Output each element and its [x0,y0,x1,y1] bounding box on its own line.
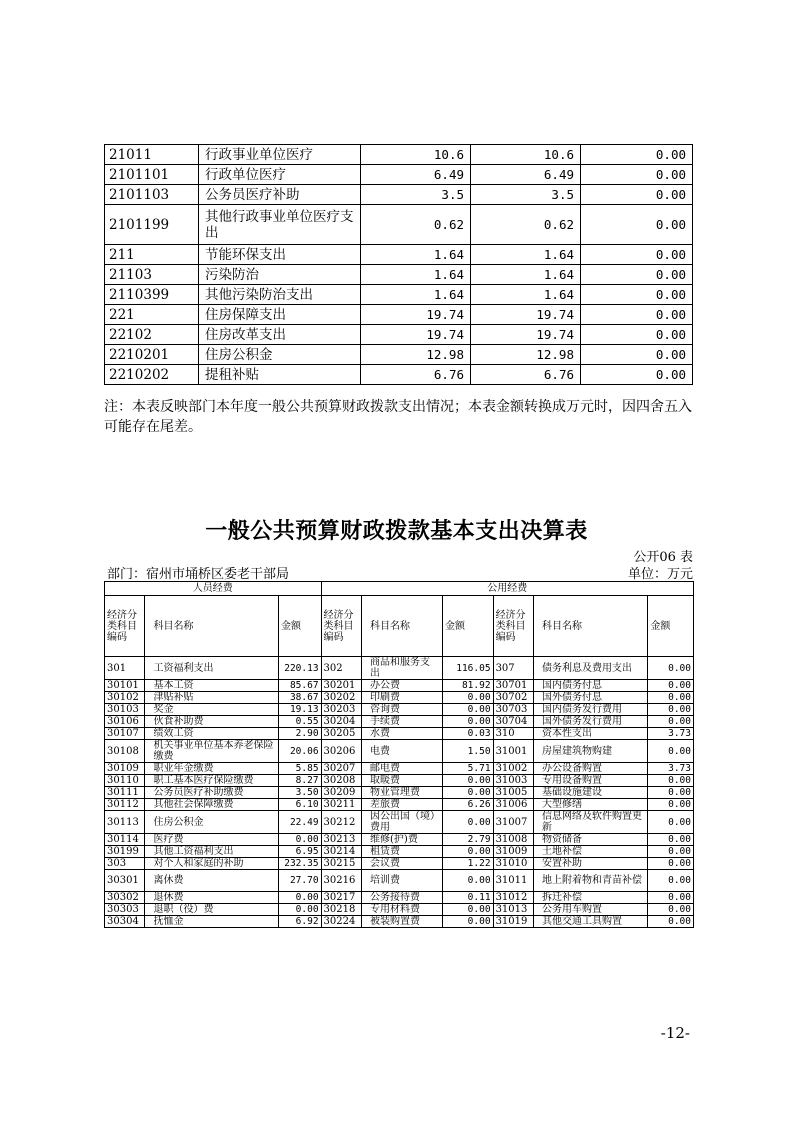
row-code: 211 [105,245,199,265]
table-row [105,185,693,205]
c-code: 31019 [493,916,533,928]
p-name: 抚恤金 [145,916,279,928]
table-row [105,325,693,345]
row-basic: 0.62 [471,205,581,245]
g-name: 公务接待费 [362,892,443,904]
row-code: 2101101 [105,165,199,185]
row-name: 行政单位医疗 [199,165,361,185]
p-name: 绩效工资 [145,728,279,740]
c-amount: 0.00 [648,680,694,692]
p-code: 30103 [105,704,145,716]
row-project: 0.00 [581,205,693,245]
g-code: 30218 [321,904,361,916]
g-amount: 5.71 [442,763,493,775]
table-row [105,763,694,775]
p-code: 30108 [105,740,145,763]
row-code: 221 [105,305,199,325]
c-amount: 0.00 [648,775,694,787]
row-project: 0.00 [581,285,693,305]
row-total: 12.98 [361,345,471,365]
c-name: 专用设备购置 [534,775,648,787]
p-amount: 2.90 [279,728,322,740]
p-amount: 0.00 [279,834,322,846]
p-name: 住房公积金 [145,811,279,834]
col-amount-header: 金额 [648,596,694,657]
c-amount: 0.00 [648,904,694,916]
form-number: 公开06 表 [633,550,693,565]
col-name-header: 科目名称 [145,596,279,657]
row-name: 污染防治 [199,265,361,285]
c-code: 31007 [493,811,533,834]
c-code: 31005 [493,787,533,799]
g-name: 维修(护)费 [362,834,443,846]
c-name: 土地补偿 [534,846,648,858]
g-amount: 0.00 [442,870,493,892]
row-project: 0.00 [581,345,693,365]
row-code: 21011 [105,145,199,165]
c-code: 30703 [493,704,533,716]
c-amount: 0.00 [648,811,694,834]
c-code: 31001 [493,740,533,763]
g-name: 专用材料费 [362,904,443,916]
row-project: 0.00 [581,145,693,165]
g-name: 办公费 [362,680,443,692]
g-amount: 0.00 [442,916,493,928]
table-row [105,704,694,716]
page-title: 一般公共预算财政拨款基本支出决算表 [205,519,588,544]
c-name: 国内债务付息 [534,680,648,692]
c-amount: 0.00 [648,692,694,704]
g-code: 30209 [321,787,361,799]
p-code: 30107 [105,728,145,740]
g-code: 30204 [321,716,361,728]
c-name: 物资储备 [534,834,648,846]
g-name: 电费 [362,740,443,763]
c-name: 地上附着物和青苗补偿 [534,870,648,892]
c-amount: 0.00 [648,716,694,728]
c-code: 307 [493,657,533,680]
p-amount: 8.27 [279,775,322,787]
row-total: 0.62 [361,205,471,245]
g-name: 邮电费 [362,763,443,775]
g-name: 因公出国（境）费用 [362,811,443,834]
p-amount: 3.50 [279,787,322,799]
c-amount: 0.00 [648,870,694,892]
p-name: 其他工资福利支出 [145,846,279,858]
table-row [105,716,694,728]
table-row [105,904,694,916]
c-name: 国内债务发行费用 [534,704,648,716]
c-code: 31008 [493,834,533,846]
c-amount: 0.00 [648,834,694,846]
table-row [105,245,693,265]
row-basic: 19.74 [471,325,581,345]
g-name: 差旅费 [362,799,443,811]
p-code: 30111 [105,787,145,799]
table-row [105,916,694,928]
p-code: 30106 [105,716,145,728]
g-code: 30217 [321,892,361,904]
row-name: 住房保障支出 [199,305,361,325]
table-row [105,728,694,740]
g-name: 商品和服务支出 [362,657,443,680]
row-project: 0.00 [581,185,693,205]
c-code: 30702 [493,692,533,704]
g-code: 30202 [321,692,361,704]
row-project: 0.00 [581,265,693,285]
c-name: 办公设备购置 [534,763,648,775]
c-amount: 0.00 [648,657,694,680]
table-row [105,365,693,385]
g-code: 30211 [321,799,361,811]
g-name: 会议费 [362,858,443,870]
p-code: 30301 [105,870,145,892]
c-amount: 3.73 [648,728,694,740]
p-name: 机关事业单位基本养老保险缴费 [145,740,279,763]
row-basic: 6.76 [471,365,581,385]
table-row [105,870,694,892]
row-name: 提租补贴 [199,365,361,385]
col-amount-header: 金额 [442,596,493,657]
p-name: 其他社会保障缴费 [145,799,279,811]
table-row [105,345,693,365]
g-name: 租赁费 [362,846,443,858]
p-code: 30102 [105,692,145,704]
group-public-header: 公用经费 [321,582,693,596]
row-basic: 19.74 [471,305,581,325]
p-amount: 22.49 [279,811,322,834]
p-amount: 0.00 [279,892,322,904]
g-amount: 0.00 [442,811,493,834]
c-name: 资本性支出 [534,728,648,740]
p-name: 奖金 [145,704,279,716]
p-code: 30101 [105,680,145,692]
row-name: 节能环保支出 [199,245,361,265]
row-code: 2210202 [105,365,199,385]
g-amount: 1.22 [442,858,493,870]
g-amount: 2.79 [442,834,493,846]
row-code: 2101199 [105,205,199,245]
row-total: 6.76 [361,365,471,385]
row-basic: 1.64 [471,265,581,285]
c-amount: 0.00 [648,892,694,904]
row-name: 其他污染防治支出 [199,285,361,305]
p-name: 职工基本医疗保险缴费 [145,775,279,787]
p-amount: 85.67 [279,680,322,692]
row-project: 0.00 [581,165,693,185]
basic-expenditure-table [104,581,694,928]
g-name: 手续费 [362,716,443,728]
g-name: 被装购置费 [362,916,443,928]
row-name: 其他行政事业单位医疗支出 [199,205,361,245]
c-name: 拆迁补偿 [534,892,648,904]
g-amount: 0.00 [442,846,493,858]
g-code: 30215 [321,858,361,870]
unit-label: 单位：万元 [627,567,693,582]
row-code: 21103 [105,265,199,285]
p-name: 退休费 [145,892,279,904]
col-amount-header: 金额 [279,596,322,657]
c-name: 大型修缮 [534,799,648,811]
table-row [105,740,694,763]
page-number: -12- [660,1024,690,1042]
p-amount: 20.06 [279,740,322,763]
g-code: 302 [321,657,361,680]
row-basic: 3.5 [471,185,581,205]
p-code: 30199 [105,846,145,858]
g-code: 30206 [321,740,361,763]
row-project: 0.00 [581,325,693,345]
c-amount: 3.73 [648,763,694,775]
p-name: 工资福利支出 [145,657,279,680]
p-amount: 27.70 [279,870,322,892]
row-total: 1.64 [361,265,471,285]
p-name: 离休费 [145,870,279,892]
col-name-header: 科目名称 [534,596,648,657]
g-amount: 1.50 [442,740,493,763]
g-code: 30216 [321,870,361,892]
g-name: 物业管理费 [362,787,443,799]
row-name: 住房改革支出 [199,325,361,345]
table-row [105,145,693,165]
row-code: 2210201 [105,345,199,365]
c-name: 债务利息及费用支出 [534,657,648,680]
g-code: 30205 [321,728,361,740]
c-amount: 0.00 [648,787,694,799]
p-amount: 0.55 [279,716,322,728]
g-amount: 0.11 [442,892,493,904]
c-code: 30701 [493,680,533,692]
p-amount: 19.13 [279,704,322,716]
p-amount: 220.13 [279,657,322,680]
table-row [105,775,694,787]
p-name: 医疗费 [145,834,279,846]
p-amount: 6.95 [279,846,322,858]
p-amount: 5.85 [279,763,322,775]
table-row [105,265,693,285]
g-amount: 0.00 [442,904,493,916]
c-name: 其他交通工具购置 [534,916,648,928]
c-code: 31003 [493,775,533,787]
p-code: 30110 [105,775,145,787]
group-header-row [105,582,694,596]
table-row [105,811,694,834]
p-name: 对个人和家庭的补助 [145,858,279,870]
c-name: 公务用车购置 [534,904,648,916]
col-code-header: 经济分类科目编码 [321,596,361,657]
g-code: 30207 [321,763,361,775]
g-code: 30203 [321,704,361,716]
p-amount: 0.00 [279,904,322,916]
g-code: 30212 [321,811,361,834]
table-row [105,305,693,325]
c-code: 30704 [493,716,533,728]
p-amount: 232.35 [279,858,322,870]
row-code: 2101103 [105,185,199,205]
g-amount: 0.00 [442,716,493,728]
g-amount: 6.26 [442,799,493,811]
col-code-header: 经济分类科目编码 [493,596,533,657]
table-row [105,165,693,185]
col-name-header: 科目名称 [362,596,443,657]
p-name: 伙食补助费 [145,716,279,728]
c-amount: 0.00 [648,704,694,716]
c-amount: 0.00 [648,740,694,763]
table-row [105,799,694,811]
row-project: 0.00 [581,245,693,265]
c-code: 310 [493,728,533,740]
row-total: 1.64 [361,285,471,305]
p-code: 301 [105,657,145,680]
g-amount: 0.00 [442,704,493,716]
row-total: 19.74 [361,305,471,325]
c-code: 31012 [493,892,533,904]
c-name: 国外债务发行费用 [534,716,648,728]
c-name: 信息网络及软件购置更新 [534,811,648,834]
row-basic: 1.64 [471,245,581,265]
g-name: 培训费 [362,870,443,892]
c-name: 安置补助 [534,858,648,870]
table-row [105,892,694,904]
p-code: 30113 [105,811,145,834]
p-name: 职业年金缴费 [145,763,279,775]
g-code: 30224 [321,916,361,928]
p-name: 公务员医疗补助缴费 [145,787,279,799]
g-amount: 0.00 [442,692,493,704]
g-code: 30214 [321,846,361,858]
p-code: 30112 [105,799,145,811]
table-row [105,846,694,858]
p-amount: 38.67 [279,692,322,704]
row-code: 22102 [105,325,199,345]
g-name: 咨询费 [362,704,443,716]
g-name: 印刷费 [362,692,443,704]
g-amount: 0.03 [442,728,493,740]
row-name: 行政事业单位医疗 [199,145,361,165]
row-total: 10.6 [361,145,471,165]
expenditure-continuation-table [104,144,693,385]
group-personnel-header: 人员经费 [105,582,322,596]
p-code: 30109 [105,763,145,775]
row-basic: 6.49 [471,165,581,185]
c-amount: 0.00 [648,799,694,811]
c-code: 31011 [493,870,533,892]
p-name: 基本工资 [145,680,279,692]
p-name: 退职（役）费 [145,904,279,916]
p-code: 30303 [105,904,145,916]
p-code: 30114 [105,834,145,846]
c-code: 31006 [493,799,533,811]
column-header-row [105,596,694,657]
row-total: 6.49 [361,165,471,185]
c-amount: 0.00 [648,858,694,870]
table-row [105,680,694,692]
p-code: 30304 [105,916,145,928]
department-label: 部门：宿州市埇桥区委老干部局 [107,567,290,582]
table-row [105,858,694,870]
row-project: 0.00 [581,305,693,325]
row-project: 0.00 [581,365,693,385]
p-code: 30302 [105,892,145,904]
p-code: 303 [105,858,145,870]
c-code: 31013 [493,904,533,916]
table-row [105,787,694,799]
c-name: 国外债务付息 [534,692,648,704]
table-row [105,657,694,680]
row-name: 公务员医疗补助 [199,185,361,205]
g-amount: 116.05 [442,657,493,680]
row-total: 3.5 [361,185,471,205]
c-name: 房屋建筑物购建 [534,740,648,763]
g-code: 30201 [321,680,361,692]
row-total: 1.64 [361,245,471,265]
c-amount: 0.00 [648,916,694,928]
table-note: 注：本表反映部门本年度一般公共预算财政拨款支出情况；本表金额转换成万元时，因四舍五入可能存在尾差。 [104,399,692,435]
g-name: 水费 [362,728,443,740]
row-total: 19.74 [361,325,471,345]
c-name: 基础设施建设 [534,787,648,799]
row-name: 住房公积金 [199,345,361,365]
p-amount: 6.10 [279,799,322,811]
c-code: 31009 [493,846,533,858]
g-code: 30208 [321,775,361,787]
row-basic: 10.6 [471,145,581,165]
col-code-header: 经济分类科目编码 [105,596,145,657]
g-name: 取暖费 [362,775,443,787]
p-name: 津贴补贴 [145,692,279,704]
c-amount: 0.00 [648,846,694,858]
row-basic: 12.98 [471,345,581,365]
row-code: 2110399 [105,285,199,305]
p-amount: 6.92 [279,916,322,928]
g-amount: 0.00 [442,787,493,799]
table-row [105,205,693,245]
table-row [105,692,694,704]
c-code: 31010 [493,858,533,870]
c-code: 31002 [493,763,533,775]
g-amount: 0.00 [442,775,493,787]
row-basic: 1.64 [471,285,581,305]
g-amount: 81.92 [442,680,493,692]
g-code: 30213 [321,834,361,846]
table-row [105,285,693,305]
table-row [105,834,694,846]
